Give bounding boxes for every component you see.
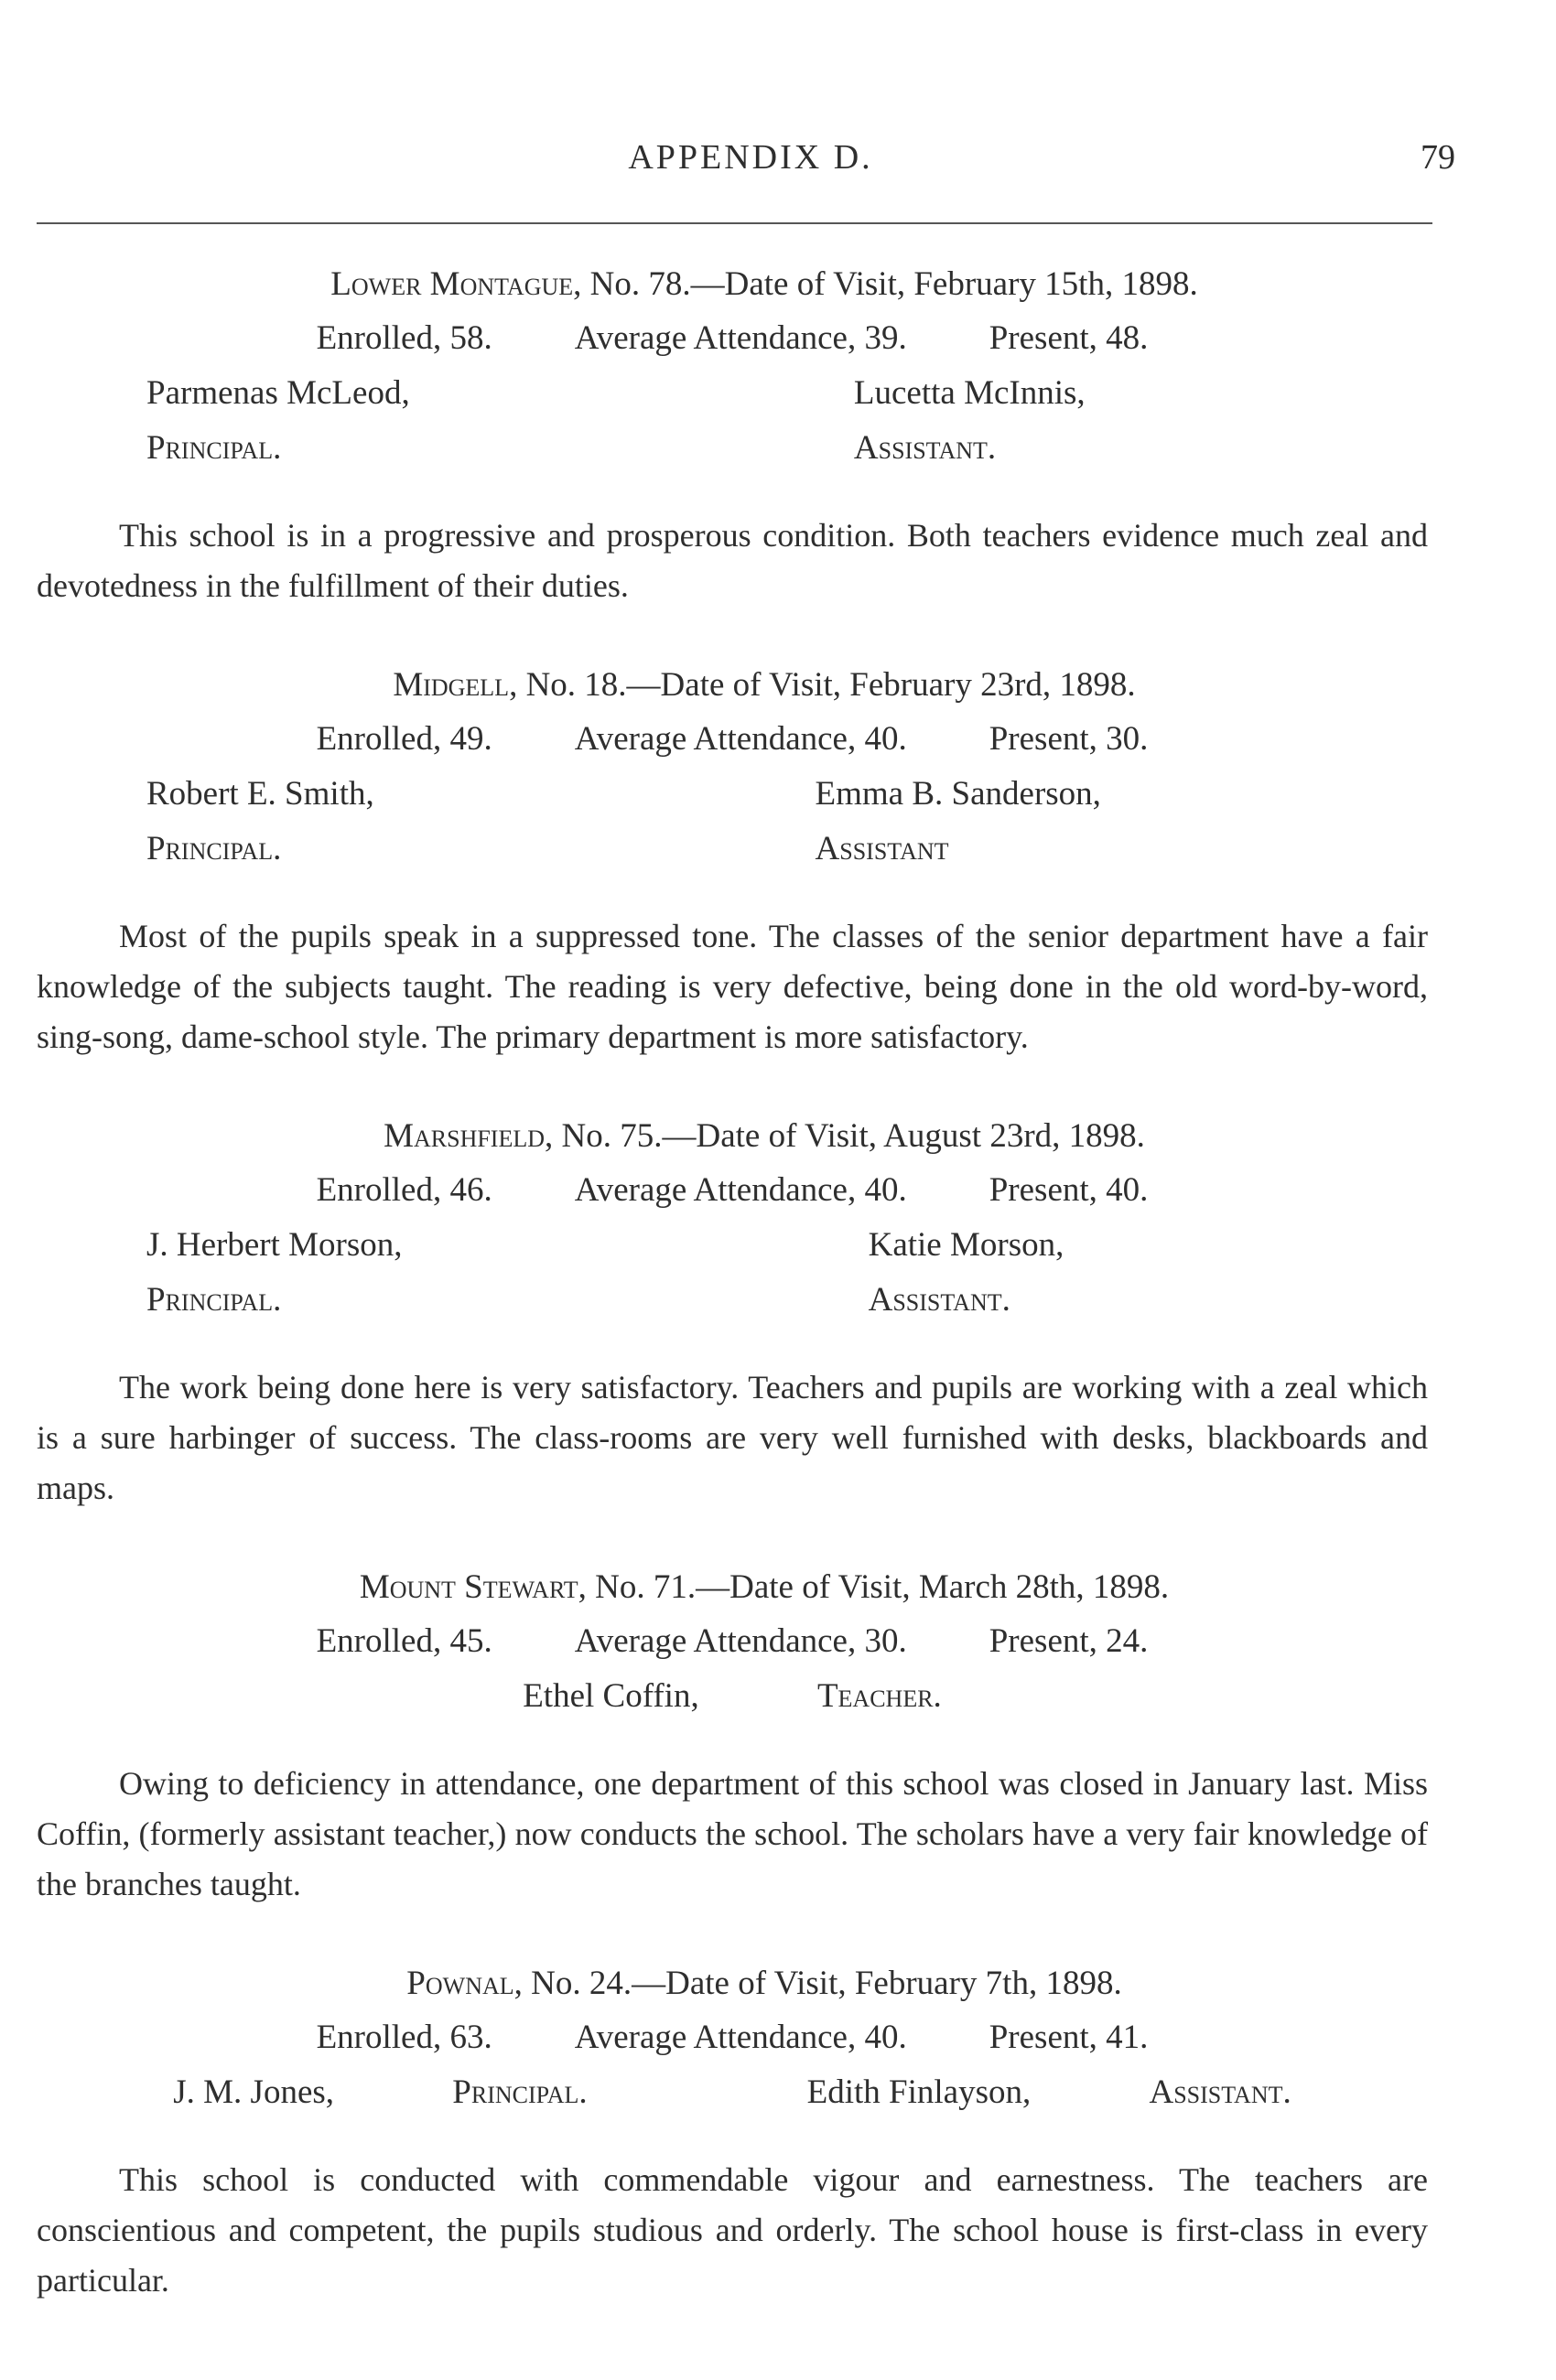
- inspection-report: This school is in a progressive and prosperous condition. Both teachers evidence much zeal and devotedness in the fulfillment of their duties.: [37, 517, 1428, 604]
- header-rule: [37, 222, 1432, 224]
- average-attendance: Average Attendance, 40.: [574, 2019, 907, 2056]
- principal-name: Parmenas McLeod,: [146, 374, 410, 412]
- principal-name: Robert E. Smith,: [146, 775, 374, 813]
- school-name: Pownal: [406, 1965, 514, 2002]
- attendance-stats: [37, 1614, 1428, 1669]
- enrolled-count: Enrolled, 58.: [316, 319, 492, 357]
- school-section: [37, 1957, 1428, 2306]
- attendance-stats: [37, 712, 1428, 767]
- enrolled-count: Enrolled, 45.: [316, 1622, 492, 1660]
- page-number: 79: [1421, 138, 1455, 177]
- present-count: Present, 41.: [989, 2019, 1149, 2056]
- assistant-role: Assistant.: [868, 1281, 1010, 1319]
- assistant-name: Katie Morson,: [868, 1226, 1064, 1264]
- principal: [118, 2065, 642, 2120]
- visit-details: , No. 71.—Date of Visit, March 28th, 1898.: [578, 1568, 1170, 1606]
- visit-details: , No. 78.—Date of Visit, February 15th, 1898.: [573, 265, 1198, 303]
- principal: [92, 767, 651, 877]
- staff-line: [37, 366, 1428, 476]
- present-count: Present, 48.: [989, 319, 1149, 357]
- principal: [92, 366, 689, 476]
- inspection-report: Owing to deficiency in attendance, one department of this school was closed in January last. Miss Coffin, (formerly assistant teacher,) now conducts the school. The scholars have a very fair knowledge of the branches taught.: [37, 1765, 1428, 1902]
- visit-details: , No. 18.—Date of Visit, February 23rd, 1898.: [509, 666, 1136, 704]
- principal: [92, 1218, 704, 1328]
- staff-line: [37, 1218, 1428, 1328]
- visit-line: [37, 1110, 1428, 1163]
- principal-name: J. M. Jones,: [173, 2073, 343, 2111]
- assistant: [752, 2065, 1346, 2120]
- running-head: [37, 137, 1464, 192]
- visit-details: , No. 24.—Date of Visit, February 7th, 1898.: [513, 1965, 1122, 2002]
- present-count: Present, 30.: [989, 720, 1149, 758]
- school-section: [37, 659, 1428, 1062]
- school-name: Mount Stewart: [359, 1568, 578, 1606]
- page-title: APPENDIX D.: [628, 138, 873, 177]
- assistant-name: Emma B. Sanderson,: [815, 775, 1101, 813]
- report-body: [37, 258, 1428, 2306]
- assistant-role: Assistant.: [853, 429, 997, 467]
- enrolled-count: Enrolled, 63.: [316, 2019, 492, 2056]
- attendance-stats: [37, 2010, 1428, 2065]
- principal-name: J. Herbert Morson,: [146, 1226, 403, 1264]
- staff-line: [37, 767, 1428, 877]
- attendance-stats: [37, 311, 1428, 366]
- teacher-role: Teacher.: [816, 1677, 942, 1715]
- visit-details: , No. 75.—Date of Visit, August 23rd, 1898.: [545, 1117, 1145, 1155]
- assistant-role: Assistant.: [1149, 2073, 1291, 2111]
- principal-role: Principal.: [146, 830, 282, 867]
- average-attendance: Average Attendance, 40.: [574, 1171, 907, 1209]
- inspection-report: Most of the pupils speak in a suppressed tone. The classes of the senior department have a fair knowledge of the subjects taught. The reading is very defective, being done in the old word-by-word, sing-song, dame-school style. The primary department is more satisfactory.: [37, 918, 1428, 1055]
- principal-role: Principal.: [146, 429, 282, 467]
- present-count: Present, 40.: [989, 1171, 1149, 1209]
- average-attendance: Average Attendance, 30.: [574, 1622, 907, 1660]
- assistant-name: Edith Finlayson,: [806, 2073, 1040, 2111]
- school-section: [37, 1561, 1428, 1910]
- staff-line: [37, 2065, 1428, 2120]
- average-attendance: Average Attendance, 40.: [574, 720, 907, 758]
- teacher-name: Ethel Coffin,: [523, 1677, 708, 1715]
- principal-role: Principal.: [452, 2073, 588, 2111]
- attendance-stats: [37, 1163, 1428, 1218]
- inspection-report: The work being done here is very satisfactory. Teachers and pupils are working with a zeal which is a sure harbinger of success. The class-rooms are very well furnished with desks, blackboards and maps.: [37, 1369, 1428, 1506]
- school-name: Midgell: [393, 666, 510, 704]
- inspection-report: This school is conducted with commendable vigour and earnestness. The teachers are conscientious and competent, the pupils studious and orderly. The school house is first-class in every particular.: [37, 2161, 1428, 2299]
- visit-line: [37, 659, 1428, 712]
- school-name: Marshfield: [384, 1117, 546, 1155]
- assistant: [761, 767, 1373, 877]
- staff-line: [37, 1669, 1428, 1724]
- teacher: [468, 1669, 997, 1724]
- school-section: [37, 1110, 1428, 1513]
- enrolled-count: Enrolled, 49.: [316, 720, 492, 758]
- average-attendance: Average Attendance, 39.: [574, 319, 907, 357]
- principal-role: Principal.: [146, 1281, 282, 1319]
- visit-line: [37, 258, 1428, 311]
- visit-line: [37, 1561, 1428, 1614]
- enrolled-count: Enrolled, 46.: [316, 1171, 492, 1209]
- assistant-role: Assistant: [815, 830, 949, 867]
- assistant-name: Lucetta McInnis,: [853, 374, 1086, 412]
- present-count: Present, 24.: [989, 1622, 1149, 1660]
- assistant: [814, 1218, 1373, 1328]
- school-section: [37, 258, 1428, 611]
- visit-line: [37, 1957, 1428, 2010]
- school-name: Lower Montague: [330, 265, 574, 303]
- assistant: [799, 366, 1373, 476]
